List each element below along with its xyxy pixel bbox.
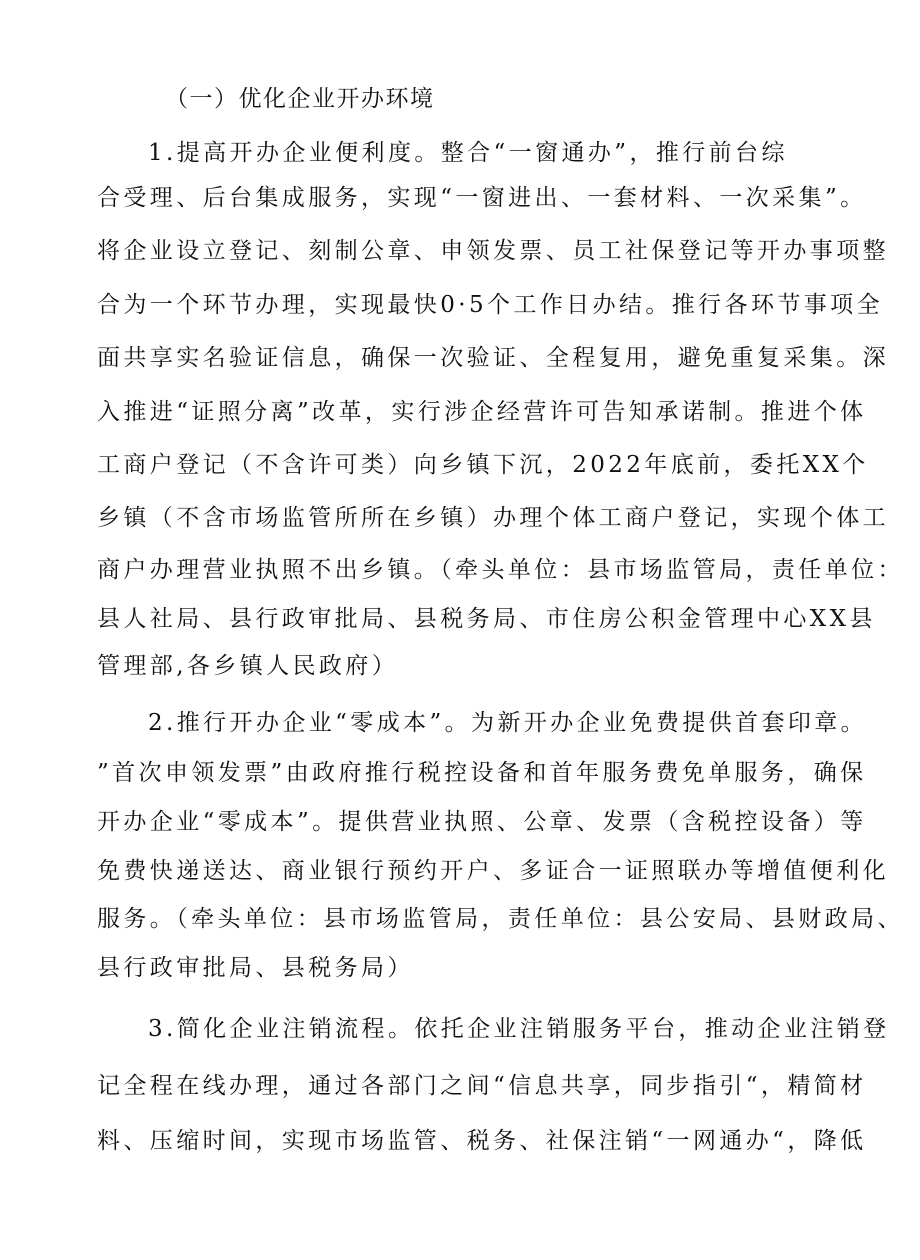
- paragraph-2-line: 免费快递送达、商业银行预约开户、多证合一证照联办等增值便利化: [97, 858, 889, 884]
- paragraph-1-line: 合受理、后台集成服务，实现“一窗进出、一套材料、一次采集”。: [97, 185, 867, 211]
- paragraph-1-line: 合为一个环节办理，实现最快0·5个工作日办结。推行各环节事项全: [97, 292, 883, 318]
- paragraph-2-line: ”首次申领发票”由政府推行税控设备和首年服务费免单服务，确保: [97, 760, 867, 786]
- paragraph-3-line: 3.简化企业注销流程。依托企业注销服务平台，推动企业注销登: [148, 1016, 890, 1042]
- paragraph-1-line: 乡镇（不含市场监管所所在乡镇）办理个体工商户登记，实现个体工: [97, 505, 889, 531]
- paragraph-2-line: 县行政审批局、县税务局）: [97, 955, 414, 981]
- paragraph-1-line: 1.提高开办企业便利度。整合“一窗通办”，推行前台综: [148, 140, 788, 166]
- paragraph-2-line: 服务。（牵头单位：县市场监管局，责任单位：县公安局、县财政局、: [97, 906, 904, 932]
- paragraph-2-line: 2.推行开办企业“零成本”。为新开办企业免费提供首套印章。: [148, 710, 868, 736]
- paragraph-1-line: 管理部,各乡镇人民政府）: [97, 653, 399, 679]
- paragraph-1-line: 面共享实名验证信息，确保一次验证、全程复用，避免重复采集。深: [97, 345, 889, 371]
- paragraph-1-line: 将企业设立登记、刻制公章、申领发票、员工社保登记等开办事项整: [97, 238, 889, 264]
- paragraph-1-line: 入推进“证照分离”改革，实行涉企经营许可告知承诺制。推进个体: [97, 399, 867, 425]
- paragraph-3-line: 料、压缩时间，实现市场监管、税务、社保注销“一网通办“，降低: [97, 1128, 867, 1154]
- section-heading: （一）优化企业开办环境: [165, 86, 435, 112]
- paragraph-1-line: 工商户登记（不含许可类）向乡镇下沉，2022年底前，委托XX个: [97, 452, 869, 478]
- paragraph-2-line: 开办企业“零成本”。提供营业执照、公章、发票（含税控设备）等: [97, 809, 867, 835]
- paragraph-1-line: 商户办理营业执照不出乡镇。（牵头单位：县市场监管局，责任单位：: [97, 557, 904, 583]
- paragraph-1-line: 县人社局、县行政审批局、县税务局、市住房公积金管理中心XX县: [97, 606, 876, 632]
- paragraph-3-line: 记全程在线办理，通过各部门之间“信息共享，同步指引“，精简材: [97, 1073, 867, 1099]
